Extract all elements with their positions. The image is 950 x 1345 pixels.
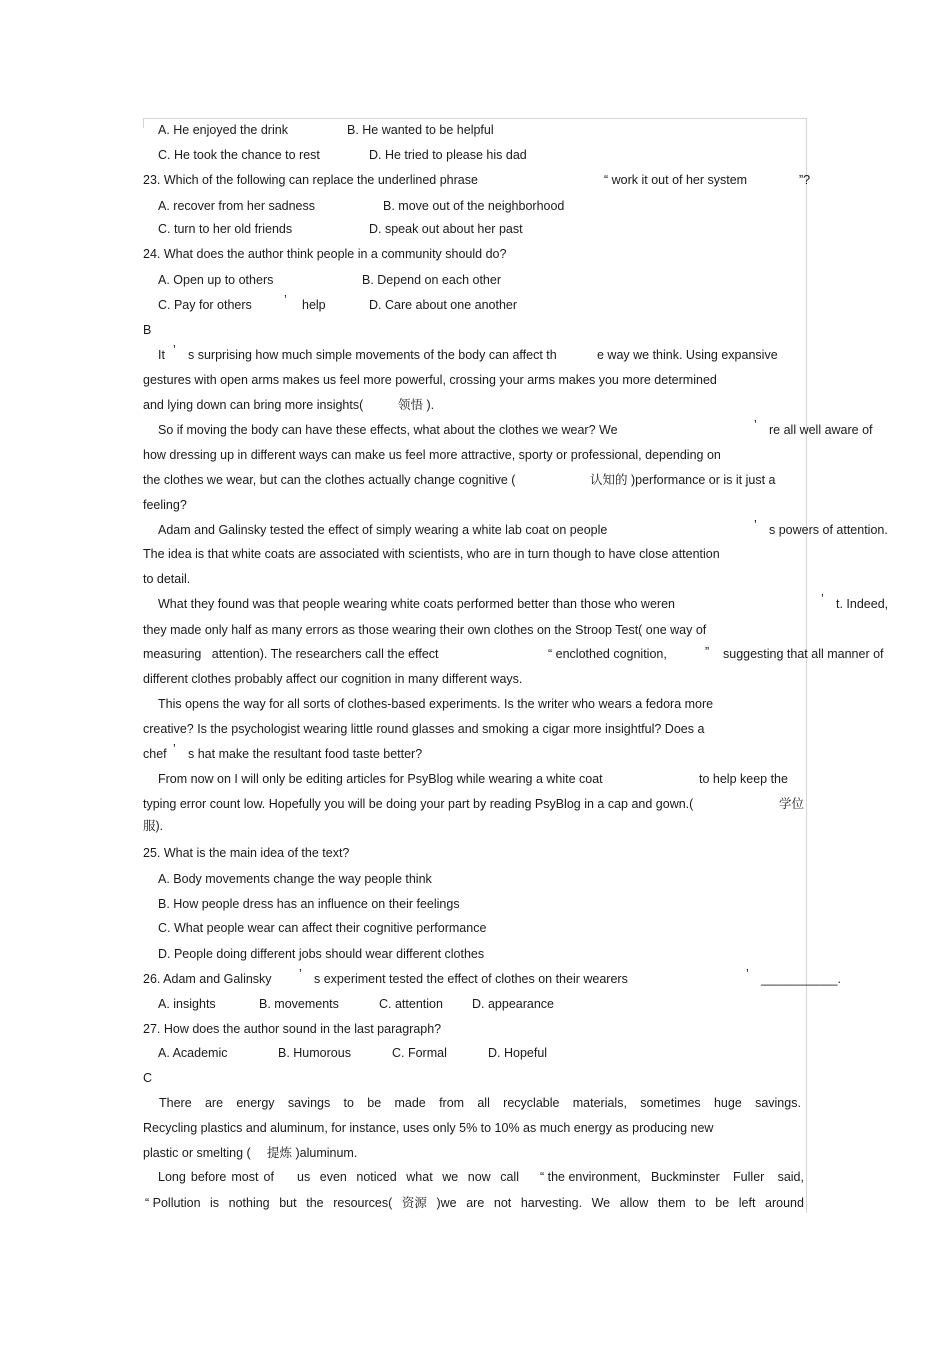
word: recyclable bbox=[503, 1096, 560, 1110]
q23-option-d: D. speak out about her past bbox=[369, 222, 523, 236]
q25-stem: 25. What is the main idea of the text? bbox=[143, 846, 350, 860]
word: call bbox=[500, 1170, 519, 1184]
passage-b-p2-apostrophe: ’ bbox=[754, 418, 757, 432]
passage-c-p2-line2-b bbox=[210, 1195, 804, 1211]
passage-b-p3-line2: The idea is that white coats are associated with scientists, who are in turn though to have close attention bbox=[143, 547, 720, 561]
word: energy bbox=[236, 1096, 275, 1110]
word: most bbox=[231, 1170, 259, 1184]
word: allow bbox=[619, 1196, 649, 1210]
word: nothing bbox=[228, 1196, 270, 1210]
word: Long bbox=[158, 1170, 186, 1184]
q26-stem-b: s experiment tested the effect of clothes on their wearers bbox=[314, 972, 628, 986]
passage-b-p3-apostrophe: ’ bbox=[754, 518, 757, 532]
q26-option-b: B. movements bbox=[259, 997, 339, 1011]
q24-option-c-apostrophe: ’ bbox=[284, 293, 287, 307]
word: savings bbox=[287, 1096, 331, 1110]
word: all bbox=[477, 1096, 490, 1110]
q24-option-b: B. Depend on each other bbox=[362, 273, 501, 287]
passage-b-p3-line3: to detail. bbox=[143, 572, 191, 586]
word: is bbox=[210, 1196, 220, 1210]
passage-b-p5-line3: chef bbox=[143, 747, 167, 761]
passage-b-p1-apostrophe: ’ bbox=[173, 343, 176, 357]
passage-b-p1-line1-b: s surprising how much simple movements of the body can affect th bbox=[188, 348, 557, 362]
passage-b-p2-gloss: 认知的 )performance or is it just a bbox=[590, 473, 776, 487]
q23-quoted-phrase: “ work it out of her system bbox=[604, 173, 748, 187]
word: resources( bbox=[333, 1196, 393, 1210]
passage-b-p4-term: “ enclothed cognition, bbox=[548, 647, 667, 661]
passage-b-p4-line1-b: t. Indeed, bbox=[836, 597, 889, 611]
q24-option-d: D. Care about one another bbox=[369, 298, 518, 312]
passage-b-p4-line3-b: suggesting that all manner of bbox=[723, 647, 884, 661]
passage-c-p2-line2-a: “ Pollution bbox=[145, 1196, 201, 1210]
word: We bbox=[591, 1196, 611, 1210]
word: are bbox=[466, 1196, 485, 1210]
q25-option-a: A. Body movements change the way people think bbox=[158, 872, 432, 886]
q27-option-c: C. Formal bbox=[392, 1046, 447, 1060]
word: the bbox=[306, 1196, 324, 1210]
frame-left-line bbox=[143, 118, 144, 128]
passage-b-p2-line4: feeling? bbox=[143, 498, 187, 512]
word: to bbox=[343, 1096, 354, 1110]
word: them bbox=[657, 1196, 686, 1210]
q23-stem: 23. Which of the following can replace the underlined phrase bbox=[143, 173, 478, 187]
passage-c-p1-gloss: 提炼 )aluminum. bbox=[267, 1146, 358, 1160]
passage-c-p1-line3: plastic or smelting ( bbox=[143, 1146, 251, 1160]
word: we bbox=[442, 1170, 459, 1184]
word: around bbox=[765, 1196, 804, 1210]
passage-b-p1-line1-c: e way we think. Using expansive bbox=[597, 348, 778, 362]
frame-top-line bbox=[143, 118, 807, 119]
passage-c-p1-line1 bbox=[159, 1095, 801, 1111]
passage-b-p1-line3: and lying down can bring more insights( bbox=[143, 398, 364, 412]
q25-option-d: D. People doing different jobs should wear different clothes bbox=[158, 947, 485, 961]
word: before bbox=[190, 1170, 227, 1184]
passage-b-heading: B bbox=[143, 323, 152, 337]
word: materials, bbox=[572, 1096, 627, 1110]
q26-apostrophe-1: ’ bbox=[299, 967, 302, 981]
passage-b-p2-line1-b: re all well aware of bbox=[769, 423, 873, 437]
word: be bbox=[715, 1196, 730, 1210]
word: said, bbox=[777, 1170, 804, 1184]
word: harvesting. bbox=[520, 1196, 583, 1210]
passage-b-p1-gloss: 领悟 ). bbox=[398, 398, 435, 412]
word: to bbox=[695, 1196, 706, 1210]
passage-b-p3-line1-b: s powers of attention. bbox=[769, 523, 888, 537]
word: left bbox=[738, 1196, 756, 1210]
passage-b-p2-line3: the clothes we wear, but can the clothes actually change cognitive ( bbox=[143, 473, 516, 487]
word: us bbox=[297, 1170, 311, 1184]
q27-option-b: B. Humorous bbox=[278, 1046, 351, 1060]
word: savings. bbox=[755, 1096, 801, 1110]
passage-b-p6-line2: typing error count low. Hopefully you will be doing your part by reading PsyBlog in a cap and gown.( bbox=[143, 797, 694, 811]
passage-b-p4-line2: they made only half as many errors as those wearing their own clothes on the Stroop Test( one way of bbox=[143, 623, 707, 637]
word: but bbox=[279, 1196, 297, 1210]
passage-b-p5-apostrophe: ’ bbox=[173, 742, 176, 756]
passage-b-p3-line1: Adam and Galinsky tested the effect of simply wearing a white lab coat on people bbox=[158, 523, 608, 537]
word: huge bbox=[713, 1096, 742, 1110]
passage-b-p4-line3: measuring attention). The researchers call the effect bbox=[143, 647, 439, 661]
passage-b-p1-line2: gestures with open arms makes us feel more powerful, crossing your arms makes you more determined bbox=[143, 373, 717, 387]
word: what bbox=[406, 1170, 433, 1184]
passage-b-p6-line1-b: to help keep the bbox=[699, 772, 788, 786]
word: made bbox=[394, 1096, 426, 1110]
word: even bbox=[319, 1170, 347, 1184]
q24-stem: 24. What does the author think people in a community should do? bbox=[143, 247, 507, 261]
passage-c-p2-line1-a bbox=[158, 1169, 274, 1185]
word: Buckminster bbox=[651, 1170, 720, 1184]
q26-stem: 26. Adam and Galinsky bbox=[143, 972, 272, 986]
word: Fuller bbox=[733, 1170, 765, 1184]
q24-option-a: A. Open up to others bbox=[158, 273, 274, 287]
q26-option-c: C. attention bbox=[379, 997, 443, 1011]
frame-right-line bbox=[806, 118, 807, 1213]
q22-option-c: C. He took the chance to rest bbox=[158, 148, 320, 162]
q23-option-a: A. recover from her sadness bbox=[158, 199, 316, 213]
q23-option-b: B. move out of the neighborhood bbox=[383, 199, 565, 213]
q22-option-a: A. He enjoyed the drink bbox=[158, 123, 288, 137]
q23-option-c: C. turn to her old friends bbox=[158, 222, 293, 236]
passage-b-p4-line4: different clothes probably affect our cognition in many different ways. bbox=[143, 672, 523, 686]
word: noticed bbox=[356, 1170, 397, 1184]
passage-b-p5-line2: creative? Is the psychologist wearing little round glasses and smoking a cigar more insightful? Does a bbox=[143, 722, 705, 736]
passage-c-heading: C bbox=[143, 1071, 153, 1085]
word: are bbox=[204, 1096, 224, 1110]
q25-option-c: C. What people wear can affect their cognitive performance bbox=[158, 921, 487, 935]
passage-c-p1-line2: Recycling plastics and aluminum, for instance, uses only 5% to 10% as much energy as producing new bbox=[143, 1121, 714, 1135]
q27-stem: 27. How does the author sound in the last paragraph? bbox=[143, 1022, 442, 1036]
word: )we bbox=[436, 1196, 457, 1210]
q23-stem-end: ”? bbox=[799, 173, 811, 187]
q26-option-d: D. appearance bbox=[472, 997, 555, 1011]
q24-option-c-help: help bbox=[302, 298, 326, 312]
word: be bbox=[367, 1096, 382, 1110]
passage-b-p2-line1: So if moving the body can have these effects, what about the clothes we wear? We bbox=[158, 423, 618, 437]
word: from bbox=[439, 1096, 465, 1110]
q26-option-a: A. insights bbox=[158, 997, 216, 1011]
passage-b-p4-close-quote: ” bbox=[705, 645, 710, 659]
passage-b-p6-gloss-a: 学位 bbox=[779, 797, 805, 811]
passage-b-p5-line3-b: s hat make the resultant food taste better? bbox=[188, 747, 423, 761]
word: sometimes bbox=[640, 1096, 701, 1110]
q26-blank: ___________. bbox=[761, 972, 841, 986]
passage-b-p6-gloss-b: 服). bbox=[143, 819, 164, 833]
passage-b-p4-apostrophe: ’ bbox=[821, 592, 824, 606]
word: There bbox=[159, 1096, 192, 1110]
passage-b-p2-line2: how dressing up in different ways can make us feel more attractive, sporty or professional, depending on bbox=[143, 448, 721, 462]
passage-b-p5-line1: This opens the way for all sorts of clothes-based experiments. Is the writer who wears a fedora more bbox=[158, 697, 714, 711]
q27-option-d: D. Hopeful bbox=[488, 1046, 548, 1060]
passage-b-p1-line1: It bbox=[158, 348, 165, 362]
word: of bbox=[263, 1170, 274, 1184]
q22-option-d: D. He tried to please his dad bbox=[369, 148, 527, 162]
passage-b-p4-line1: What they found was that people wearing white coats performed better than those who weren bbox=[158, 597, 675, 611]
passage-c-p2-quote: “ the environment, bbox=[540, 1170, 641, 1184]
passage-c-p2-line1-b bbox=[297, 1169, 519, 1185]
q25-option-b: B. How people dress has an influence on their feelings bbox=[158, 897, 460, 911]
word: now bbox=[467, 1170, 491, 1184]
q24-option-c: C. Pay for others bbox=[158, 298, 252, 312]
q27-option-a: A. Academic bbox=[158, 1046, 228, 1060]
q26-apostrophe-2: ’ bbox=[746, 967, 749, 981]
word: not bbox=[493, 1196, 512, 1210]
passage-b-p6-line1: From now on I will only be editing articles for PsyBlog while wearing a white coat bbox=[158, 772, 603, 786]
passage-c-p2-line1-d bbox=[651, 1169, 804, 1185]
q22-option-b: B. He wanted to be helpful bbox=[347, 123, 494, 137]
word: 资源 bbox=[401, 1196, 427, 1210]
